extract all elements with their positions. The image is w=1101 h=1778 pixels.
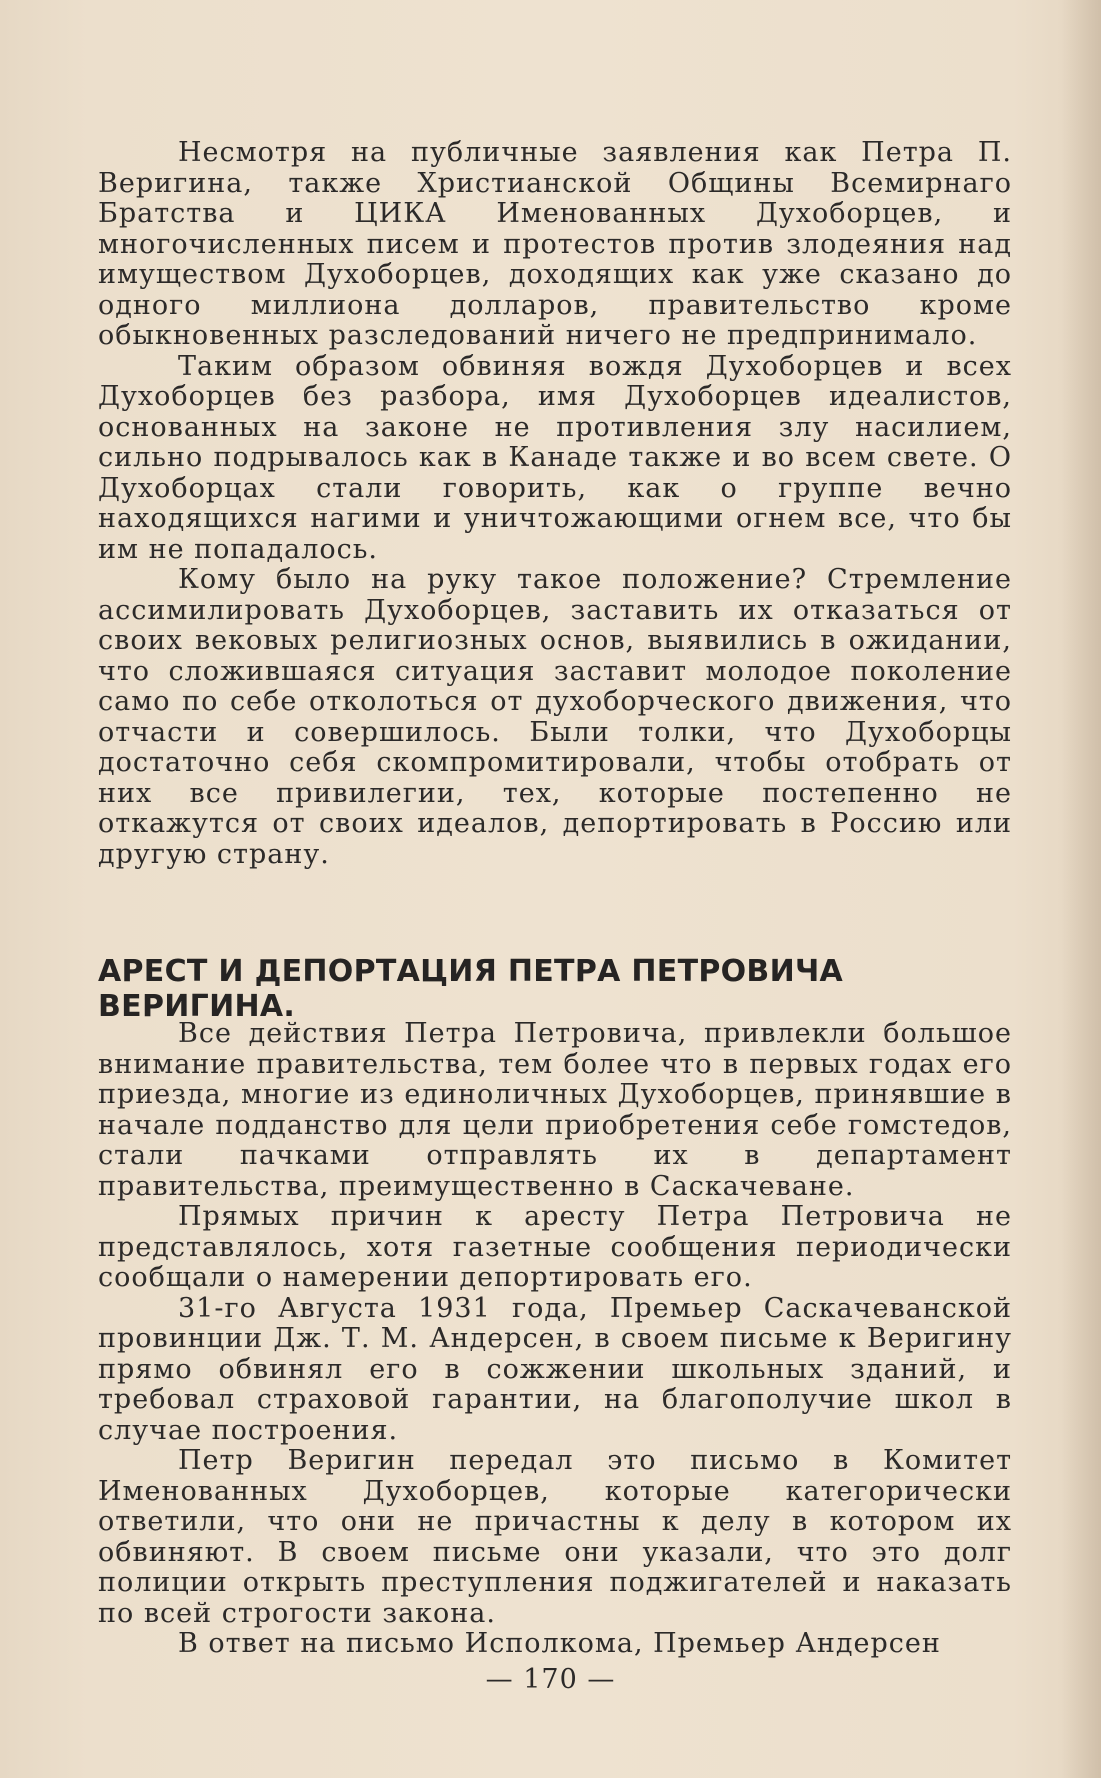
paragraph: Все действия Петра Петровича, привлекли большое внимание правительства, тем более что в первых годах его приезда, многие из единоличных Духоборцев, принявшие в начале подданство для цели приобретения себе гомстедов, стали пачками отправлять их в департамент правительства, преимущественно в Саскачеване.: [98, 1018, 1012, 1202]
text-block-intro: [98, 138, 1012, 870]
page-number: — 170 —: [485, 1664, 616, 1695]
paragraph: Таким образом обвиняя вождя Духоборцев и всех Духоборцев без разбора, имя Духоборцев идеалистов, основанных на законе не противления злу насилием, сильно подрывалось как в Канаде также и во всем свете. О Духоборцах стали говорить, как о группе вечно находящихся нагими и уничтожающими огнем все, что бы им не попадалось.: [98, 350, 1012, 565]
text-block-arrest: [98, 1019, 1012, 1660]
paragraph: Несмотря на публичные заявления как Петра П. Веригина, также Христианской Общины Всемирнаго Братства и ЦИКА Именованных Духоборцев, и многочисленных писем и протестов против злодеяния над имуществом Духоборцев, доходящих как уже сказано до одного миллиона долларов, правительство кроме обыкновенных разследований ничего не предпринимало.: [98, 137, 1012, 351]
section-heading: АРЕСТ И ДЕПОРТАЦИЯ ПЕТРА ПЕТРОВИЧА ВЕРИГИНА.: [98, 954, 844, 1024]
paragraph: Кому было на руку такое положение? Стремление ассимилировать Духоборцев, заставить их отказаться от своих вековых религиозных основ, выявились в ожидании, что сложившаяся ситуация заставит молодое поколение само по себе отколоться от духоборческого движения, что отчасти и совершилось. Были толки, что Духоборцы достаточно себя скомпромитировали, чтобы отобрать от них все привилегии, тех, которые постепенно не откажутся от своих идеалов, депортировать в Россию или другую страну.: [98, 564, 1012, 870]
paragraph: Петр Веригин передал это письмо в Комитет Именованных Духоборцев, которые категорически ответили, что они не причастны к делу в котором их обвиняют. В своем письме они указали, что это долг полиции открыть преступления поджигателей и наказать по всей строгости закона.: [98, 1445, 1012, 1629]
paragraph: В ответ на письмо Исполкома, Премьер Андерсен: [178, 1628, 941, 1659]
paragraph: 31-го Августа 1931 года, Премьер Саскачеванской провинции Дж. Т. М. Андерсен, в своем письме к Веригину прямо обвинял его в сожжении школьных зданий, и требовал страховой гарантии, на благополучие школ в случае построения.: [98, 1292, 1012, 1446]
paragraph: Прямых причин к аресту Петра Петровича не представлялось, хотя газетные сообщения периодически сообщали о намерении депортировать его.: [98, 1201, 1012, 1293]
